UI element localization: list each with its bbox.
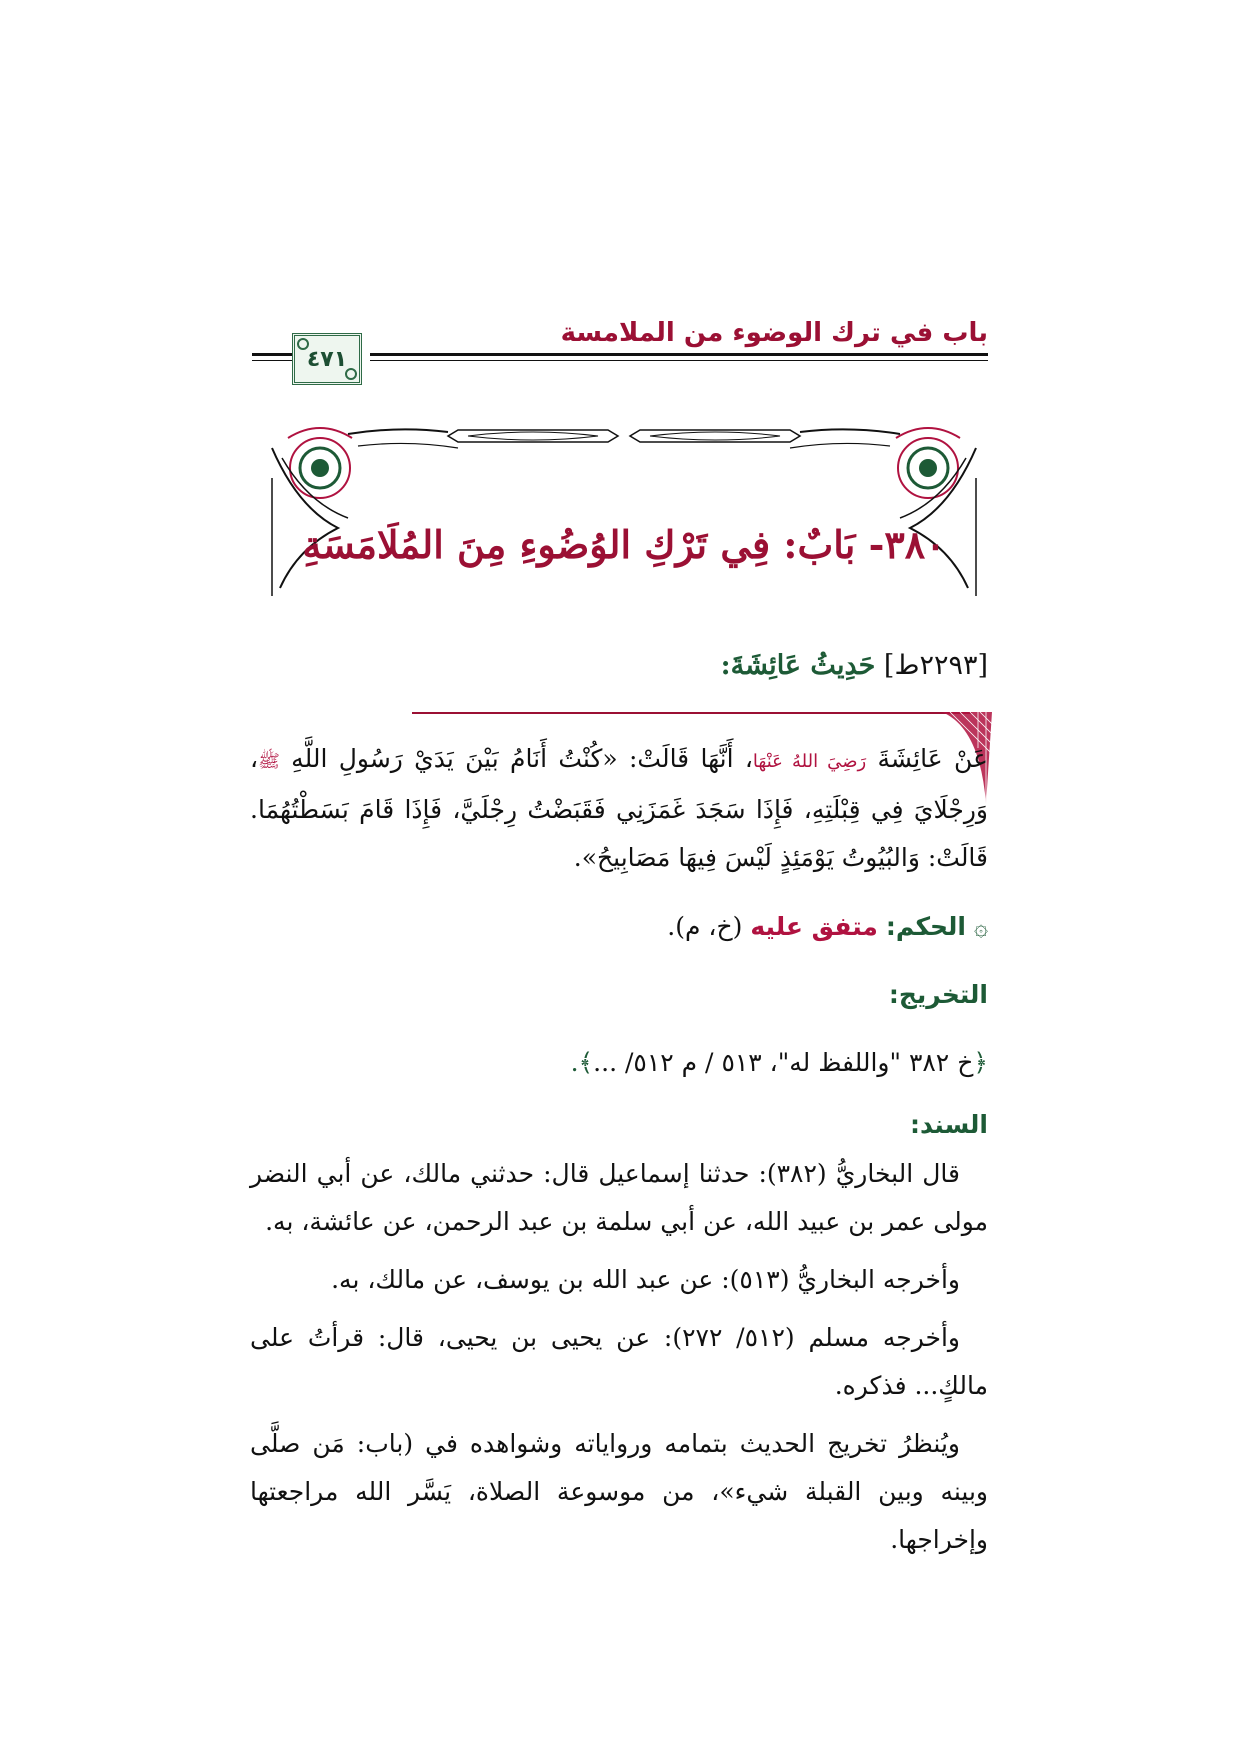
sanad-paragraph: قال البخاريُّ (٣٨٢): حدثنا إسماعيل قال: حدثني مالك، عن أبي النضر مولى عمر بن عبيد الله، عن أبي سلمة بن عبد الرحمن، عن عائشة، به. xyxy=(250,1159,988,1236)
ruling-line xyxy=(667,912,988,941)
rosette-left-icon xyxy=(272,428,458,596)
center-divider-icon xyxy=(448,430,800,442)
hadith-heading xyxy=(721,650,988,681)
blessing-radiyallahu: رَضِيَ اللهُ عَنْهَا xyxy=(752,751,867,772)
ruling-label: الحكم: xyxy=(885,912,966,941)
ruling-value: متفق عليه xyxy=(750,912,878,941)
hadith-text-part1: عَنْ عَائِشَةَ xyxy=(866,744,988,773)
chapter-title: ٣٨٠- بَابٌ: فِي تَرْكِ الوُضُوءِ مِنَ المُلَامَسَةِ xyxy=(302,522,946,567)
takhrij-line xyxy=(571,1048,988,1077)
rosette-right-icon xyxy=(790,428,976,596)
takhrij-heading: التخريج: xyxy=(888,980,988,1009)
hadith-number: [٢٢٩٣ط] xyxy=(883,650,988,681)
header-rule-left-thin xyxy=(252,360,292,361)
ruling-source: (خ، م). xyxy=(667,912,743,941)
page-number-badge xyxy=(292,333,362,385)
chapter-ornament-frame xyxy=(268,418,980,596)
sanad-paragraph: وأخرجه مسلم (٥١٢/ ٢٧٢): عن يحيى بن يحيى، قال: قرأتُ على مالكٍ... فذكره. xyxy=(250,1323,988,1400)
hadith-name: حَدِيثُ عَائِشَةَ: xyxy=(720,650,876,681)
sanad-paragraph: ويُنظرُ تخريج الحديث بتمامه ورواياته وشواهده في (باب: مَن صلَّى وبينه وبين القبلة شيء»، من موسوعة الصلاة، يَسَّر الله مراجعتها وإخراجها. xyxy=(250,1429,988,1554)
sanad-paragraph: وأخرجه البخاريُّ (٥١٣): عن عبد الله بن يوسف، عن مالك، به. xyxy=(331,1265,960,1294)
header-rule-left xyxy=(252,353,292,356)
header-rule-right xyxy=(370,353,988,356)
takhrij-close-bracket: ﴾. xyxy=(570,1048,594,1077)
flower-icon: ۞ xyxy=(973,913,988,941)
blessing-salla: ﷺ xyxy=(258,751,280,772)
hadith-text-part3: ، وَرِجْلَايَ فِي قِبْلَتِهِ، فَإِذَا سَجَدَ غَمَزَنِي فَقَبَضْتُ رِجْلَيَّ، فَإِذَا قَامَ بَسَطْتُهُمَا. قَالَتْ: وَالبُيُوتُ يَوْمَئِذٍ لَيْسَ فِيهَا مَصَابِيحُ». xyxy=(250,744,988,872)
takhrij-open-bracket: ﴿ xyxy=(973,1048,988,1077)
sanad-text xyxy=(250,1150,988,1574)
takhrij-text: خ ٣٨٢ "واللفظ له"، ٥١٣ / م ٥١٢/ ... xyxy=(593,1048,974,1077)
hadith-text-part2: ، أَنَّهَا قَالَتْ: «كُنْتُ أَنَامُ بَيْنَ يَدَيْ رَسُولِ اللَّهِ xyxy=(279,744,753,773)
sanad-heading: السند: xyxy=(909,1110,988,1139)
running-header-title: باب في ترك الوضوء من الملامسة xyxy=(560,318,988,348)
hadith-top-rule xyxy=(412,712,972,714)
hadith-text xyxy=(250,735,988,882)
page-number: ٤٧١ xyxy=(306,346,348,372)
header-rule-right-thin xyxy=(370,360,988,361)
